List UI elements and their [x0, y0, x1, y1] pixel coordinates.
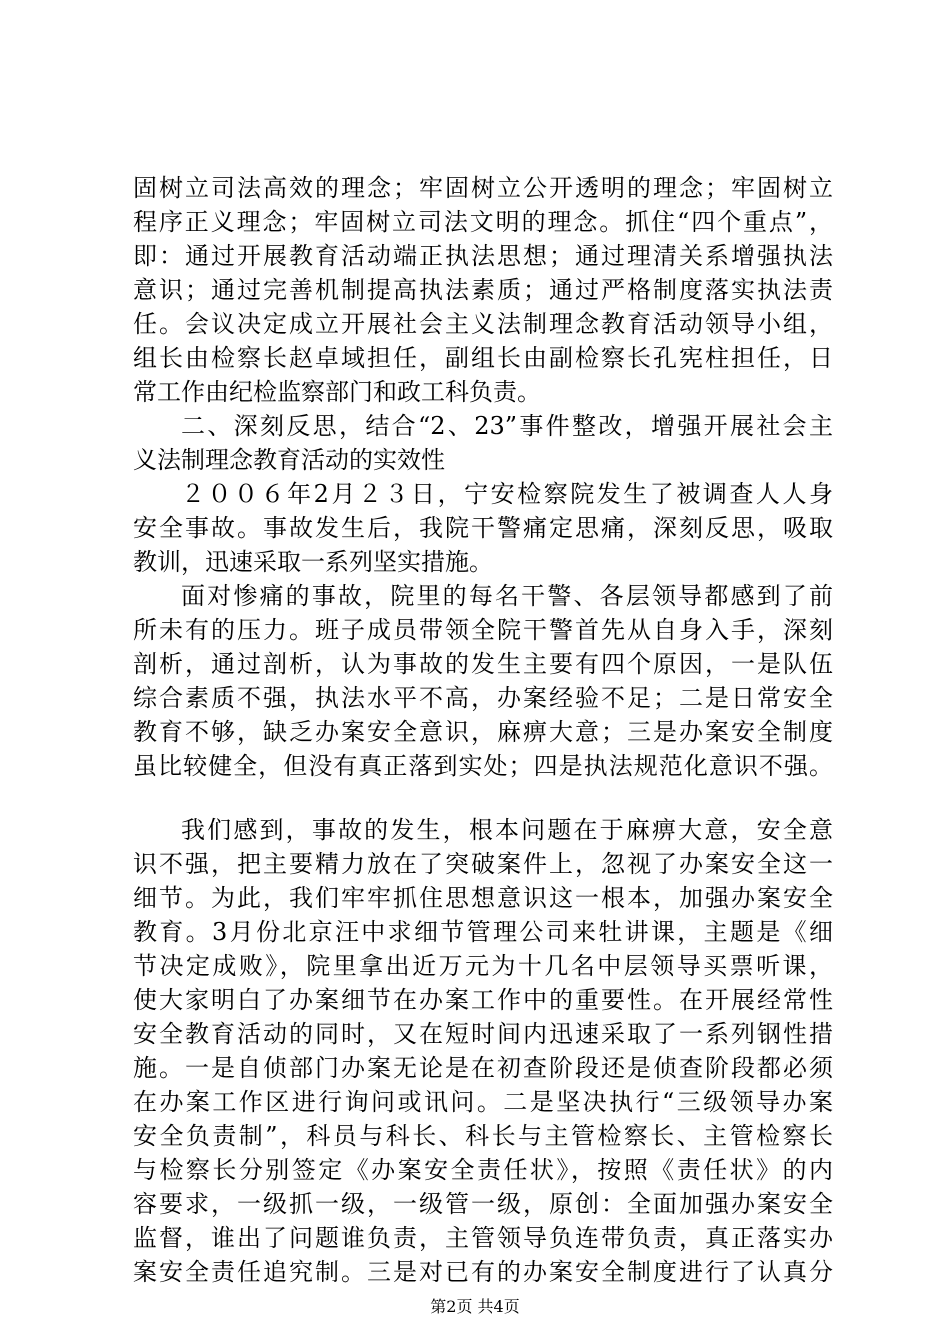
text-line: 程序正义理念；牢固树立司法文明的理念。抓住“四个重点”，	[133, 208, 833, 236]
text-line: 综合素质不强，执法水平不高，办案经验不足；二是日常安全	[133, 684, 833, 712]
text-line: 教训，迅速采取一系列坚实措施。	[133, 548, 493, 576]
text-line: 容要求，一级抓一级，一级管一级，原创：全面加强办案安全	[133, 1190, 833, 1218]
text-line: 常工作由纪检监察部门和政工科负责。	[133, 378, 541, 406]
text-line: 我们感到，事故的发生，根本问题在于麻痹大意，安全意	[181, 816, 833, 844]
text-line: 面对惨痛的事故，院里的每名干警、各层领导都感到了前	[181, 582, 833, 610]
text-line: 安全事故。事故发生后，我院干警痛定思痛，深刻反思，吸取	[133, 514, 833, 542]
text-line: 识不强，把主要精力放在了突破案件上，忽视了办案安全这一	[133, 850, 833, 878]
page-footer: 第2页 共4页	[430, 1297, 520, 1316]
text-line: 与检察长分别签定《办案安全责任状》，按照《责任状》的内	[133, 1156, 833, 1184]
text-line: 所未有的压力。班子成员带领全院干警首先从自身入手，深刻	[133, 616, 833, 644]
text-line: 任。会议决定成立开展社会主义法制理念教育活动领导小组，	[133, 310, 833, 338]
text-line: 施。一是自侦部门办案无论是在初查阶段还是侦查阶段都必须	[133, 1054, 833, 1082]
text-line: 即：通过开展教育活动端正执法思想；通过理清关系增强执法	[133, 242, 833, 270]
text-line: 意识；通过完善机制提高执法素质；通过严格制度落实执法责	[133, 276, 833, 304]
section-heading-line: 二、深刻反思，结合“2、23”事件整改，增强开展社会主	[181, 412, 833, 440]
text-line: 在办案工作区进行询问或讯问。二是坚决执行“三级领导办案	[133, 1088, 833, 1116]
text-line: ２００６年2月２３日，宁安检察院发生了被调查人人身	[181, 480, 833, 508]
text-line: 案安全责任追究制。三是对已有的办案安全制度进行了认真分	[133, 1258, 833, 1286]
text-line: 教育。3月份北京汪中求细节管理公司来牡讲课，主题是《细	[133, 918, 833, 946]
text-line: 安全教育活动的同时，又在短时间内迅速采取了一系列钢性措	[133, 1020, 833, 1048]
text-line: 虽比较健全，但没有真正落到实处；四是执法规范化意识不强。	[133, 752, 833, 780]
text-line: 监督，谁出了问题谁负责，主管领导负连带负责，真正落实办	[133, 1224, 833, 1252]
text-line: 细节。为此，我们牢牢抓住思想意识这一根本，加强办案安全	[133, 884, 833, 912]
section-heading-line: 义法制理念教育活动的实效性	[133, 446, 445, 474]
text-line: 教育不够，缺乏办案安全意识，麻痹大意；三是办案安全制度	[133, 718, 833, 746]
text-line: 组长由检察长赵卓域担任，副组长由副检察长孔宪柱担任，日	[133, 344, 833, 372]
text-line: 剖析，通过剖析，认为事故的发生主要有四个原因，一是队伍	[133, 650, 833, 678]
text-line: 节决定成败》，院里拿出近万元为十几名中层领导买票听课，	[133, 952, 833, 980]
text-line: 固树立司法高效的理念；牢固树立公开透明的理念；牢固树立	[133, 174, 833, 202]
text-line: 使大家明白了办案细节在办案工作中的重要性。在开展经常性	[133, 986, 833, 1014]
text-line: 安全负责制”，科员与科长、科长与主管检察长、主管检察长	[133, 1122, 833, 1150]
